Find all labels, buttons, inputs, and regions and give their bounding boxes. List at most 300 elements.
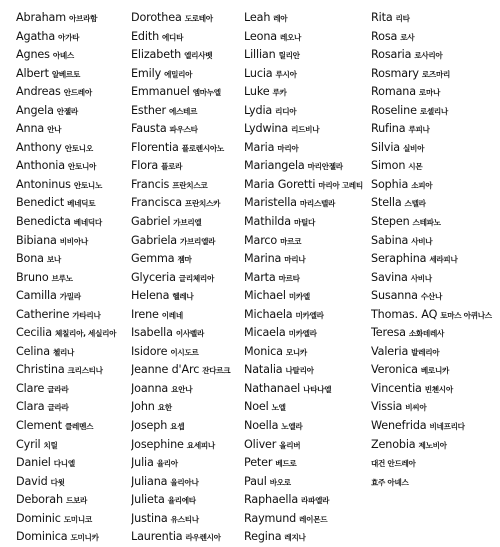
list-item bbox=[371, 28, 500, 47]
latin-name: Susanna bbox=[371, 289, 418, 303]
list-item bbox=[16, 491, 131, 510]
korean-name: 세라피나 bbox=[429, 255, 458, 265]
korean-name: 마리아 bbox=[277, 143, 299, 153]
korean-name: 첼리나 bbox=[52, 347, 75, 357]
list-item bbox=[371, 306, 500, 325]
korean-name: 요세피나 bbox=[186, 440, 215, 450]
list-item bbox=[371, 417, 500, 436]
list-item bbox=[371, 473, 500, 492]
korean-name: 바오로 bbox=[269, 477, 291, 487]
latin-name: Emmanuel bbox=[131, 85, 190, 99]
list-item bbox=[371, 380, 500, 399]
latin-name: Marta bbox=[244, 270, 276, 284]
latin-name: Lydwina bbox=[244, 122, 289, 136]
korean-name: 리타 bbox=[395, 14, 410, 23]
name-column-2 bbox=[131, 9, 244, 547]
list-item bbox=[131, 83, 244, 102]
list-item bbox=[16, 473, 131, 492]
latin-name: Sabina bbox=[371, 233, 409, 247]
list-item bbox=[244, 157, 371, 176]
latin-name: Marco bbox=[244, 233, 278, 247]
latin-name: Fausta bbox=[131, 122, 167, 136]
korean-name: 로즈마리 bbox=[421, 69, 451, 79]
latin-name: Clare bbox=[16, 381, 45, 395]
list-item bbox=[16, 139, 131, 158]
korean-name: 글라라 bbox=[47, 384, 69, 394]
korean-name: 요셉 bbox=[170, 422, 185, 432]
list-item bbox=[244, 417, 371, 436]
latin-name: Helena bbox=[131, 289, 170, 303]
latin-name: Michael bbox=[244, 289, 286, 303]
list-item bbox=[131, 46, 244, 65]
latin-name: Julia bbox=[131, 456, 154, 470]
korean-name: 시몬 bbox=[408, 162, 423, 172]
list-item bbox=[371, 65, 500, 84]
latin-name: Peter bbox=[244, 456, 273, 470]
korean-name: 미카엘라 bbox=[295, 310, 324, 320]
latin-name: Justina bbox=[131, 511, 168, 525]
latin-name: Raymund bbox=[244, 511, 297, 525]
korean-name: 클레멘스 bbox=[65, 422, 94, 432]
list-item bbox=[16, 102, 131, 121]
latin-name: Laurentia bbox=[131, 530, 183, 544]
latin-name: Lydia bbox=[244, 103, 273, 117]
list-item bbox=[16, 361, 131, 380]
list-item bbox=[16, 454, 131, 473]
korean-name: 유스티나 bbox=[170, 514, 199, 524]
list-item bbox=[371, 232, 500, 251]
korean-name: 플로렌시아노 bbox=[181, 143, 224, 153]
korean-name: 도로테아 bbox=[184, 14, 213, 23]
list-item bbox=[244, 454, 371, 473]
korean-name: 안토니노 bbox=[73, 180, 102, 190]
korean-name: 도미니카 bbox=[70, 533, 99, 543]
latin-name: Esther bbox=[131, 103, 166, 117]
korean-name: 안토니아 bbox=[67, 162, 97, 172]
latin-name: Florentia bbox=[131, 140, 179, 154]
list-item bbox=[16, 194, 131, 213]
list-item bbox=[371, 287, 500, 306]
latin-name: Savina bbox=[371, 270, 408, 284]
latin-name: Celina bbox=[16, 344, 50, 358]
korean-name: 베로니카 bbox=[420, 366, 450, 376]
korean-name: 마리안젤라 bbox=[307, 162, 343, 172]
latin-name: Benedict bbox=[16, 196, 65, 210]
list-item bbox=[244, 9, 371, 28]
list-item bbox=[16, 306, 131, 325]
korean-name: 마리아 고레티 bbox=[318, 180, 363, 190]
latin-name: Oliver bbox=[244, 437, 277, 451]
latin-name: Anthony bbox=[16, 140, 62, 154]
list-item bbox=[371, 9, 500, 28]
latin-name: Natalia bbox=[244, 363, 283, 377]
list-item bbox=[244, 510, 371, 529]
list-item bbox=[244, 380, 371, 399]
korean-name: 에밀리아 bbox=[164, 69, 193, 79]
korean-name: 올리버 bbox=[279, 440, 301, 450]
korean-name: 스텔라 bbox=[404, 199, 426, 209]
latin-name: Michaela bbox=[244, 307, 293, 321]
list-item bbox=[131, 65, 244, 84]
korean-name: 프란치스코 bbox=[172, 180, 208, 190]
list-item bbox=[16, 176, 131, 195]
latin-name: Lillian bbox=[244, 48, 276, 62]
latin-name: Jeanne d'Arc bbox=[131, 363, 200, 377]
latin-name: Dominica bbox=[16, 530, 68, 544]
list-item bbox=[16, 65, 131, 84]
list-item bbox=[371, 398, 500, 417]
latin-name: Rosmary bbox=[371, 66, 419, 80]
list-item bbox=[131, 361, 244, 380]
list-item bbox=[131, 417, 244, 436]
korean-name: 노엘 bbox=[271, 403, 286, 413]
latin-name: Bibiana bbox=[16, 233, 57, 247]
list-item bbox=[371, 454, 500, 473]
list-item bbox=[371, 250, 500, 269]
korean-name: 레이몬드 bbox=[299, 514, 328, 524]
list-item bbox=[131, 139, 244, 158]
korean-name: 리디아 bbox=[275, 106, 297, 116]
latin-name: Andreas bbox=[16, 85, 61, 99]
list-item bbox=[371, 343, 500, 362]
latin-name: Elizabeth bbox=[131, 48, 182, 62]
korean-name: 루시아 bbox=[275, 69, 297, 79]
list-item bbox=[244, 287, 371, 306]
latin-name: Francis bbox=[131, 177, 170, 191]
korean-name: 로셀리나 bbox=[419, 106, 448, 116]
list-item bbox=[244, 213, 371, 232]
korean-name: 라우렌시아 bbox=[185, 533, 221, 543]
list-item bbox=[131, 102, 244, 121]
korean-name: 아녜스 bbox=[52, 51, 74, 61]
list-item bbox=[244, 232, 371, 251]
list-item bbox=[131, 28, 244, 47]
list-item bbox=[244, 176, 371, 195]
korean-name: 토마스 아퀴나스 bbox=[440, 310, 492, 320]
korean-name: 발레리아 bbox=[411, 347, 440, 357]
korean-name: 이사벨라 bbox=[175, 329, 204, 339]
list-item bbox=[16, 436, 131, 455]
latin-name: Regina bbox=[244, 530, 282, 544]
list-item bbox=[131, 176, 244, 195]
latin-name: Rita bbox=[371, 11, 393, 24]
korean-name: 베드로 bbox=[275, 459, 297, 469]
list-item bbox=[371, 436, 500, 455]
korean-name: 가타리나 bbox=[72, 310, 101, 320]
list-item bbox=[16, 287, 131, 306]
list-item bbox=[371, 213, 500, 232]
latin-name: Bona bbox=[16, 252, 44, 266]
list-item bbox=[131, 324, 244, 343]
list-item bbox=[16, 157, 131, 176]
latin-name: Rosaria bbox=[371, 48, 412, 62]
korean-name: 사비나 bbox=[410, 273, 432, 283]
list-item bbox=[131, 473, 244, 492]
latin-name: Isabella bbox=[131, 326, 173, 340]
latin-name: Noella bbox=[244, 419, 279, 433]
list-item bbox=[131, 250, 244, 269]
latin-name: Dorothea bbox=[131, 11, 182, 24]
korean-name: 미카엘라 bbox=[288, 329, 317, 339]
korean-name: 다니엘 bbox=[53, 459, 75, 469]
latin-name: Camilla bbox=[16, 289, 57, 303]
korean-name: 루피나 bbox=[408, 125, 430, 135]
korean-name: 도미니코 bbox=[63, 514, 92, 524]
latin-name: Stepen bbox=[371, 215, 410, 229]
latin-name: Valeria bbox=[371, 344, 409, 358]
korean-name: 실비아 bbox=[403, 143, 425, 153]
list-item bbox=[131, 9, 244, 28]
latin-name: Francisca bbox=[131, 196, 182, 210]
list-item bbox=[16, 9, 131, 28]
list-item bbox=[371, 361, 500, 380]
latin-name: Cyril bbox=[16, 437, 41, 451]
list-item bbox=[131, 454, 244, 473]
korean-name: 요한 bbox=[157, 403, 172, 413]
korean-name: 가브리엘 bbox=[173, 218, 202, 228]
latin-name: Flora bbox=[131, 159, 159, 173]
korean-name: 대건 안드레아 bbox=[371, 459, 416, 469]
list-item bbox=[371, 139, 500, 158]
latin-name: Cecilia bbox=[16, 326, 52, 340]
list-item bbox=[16, 343, 131, 362]
list-item bbox=[131, 491, 244, 510]
latin-name: Abraham bbox=[16, 11, 67, 24]
list-item bbox=[16, 213, 131, 232]
list-item bbox=[131, 232, 244, 251]
latin-name: Monica bbox=[244, 344, 283, 358]
latin-name: Juliana bbox=[131, 474, 168, 488]
latin-name: Thomas. AQ bbox=[371, 307, 438, 321]
korean-name: 비씨아 bbox=[405, 403, 427, 413]
latin-name: Edith bbox=[131, 29, 160, 43]
korean-name: 프란치스카 bbox=[184, 199, 221, 209]
latin-name: Angela bbox=[16, 103, 54, 117]
list-item bbox=[244, 324, 371, 343]
list-item bbox=[244, 250, 371, 269]
list-item bbox=[131, 436, 244, 455]
korean-name: 리드비나 bbox=[291, 125, 320, 135]
korean-name: 안나 bbox=[47, 125, 62, 135]
korean-name: 보나 bbox=[46, 255, 61, 265]
list-item bbox=[244, 83, 371, 102]
korean-name: 율리에타 bbox=[167, 496, 196, 506]
latin-name: Sophia bbox=[371, 177, 409, 191]
latin-name: Daniel bbox=[16, 456, 51, 470]
latin-name: Julieta bbox=[131, 493, 165, 507]
latin-name: Gabriela bbox=[131, 233, 177, 247]
korean-name: 레지나 bbox=[284, 533, 306, 543]
latin-name: Agatha bbox=[16, 29, 56, 43]
korean-name: 베네딕토 bbox=[67, 199, 96, 209]
list-item bbox=[16, 232, 131, 251]
latin-name: Bruno bbox=[16, 270, 49, 284]
korean-name: 이시도르 bbox=[170, 347, 199, 357]
list-item bbox=[131, 380, 244, 399]
korean-name: 글라라 bbox=[47, 403, 69, 413]
latin-name: Gabriel bbox=[131, 215, 171, 229]
latin-name: Rosa bbox=[371, 29, 398, 43]
latin-name: Wenefrida bbox=[371, 419, 427, 433]
latin-name: Raphaella bbox=[244, 493, 299, 507]
latin-name: John bbox=[131, 400, 155, 414]
latin-name: Benedicta bbox=[16, 215, 71, 229]
list-item bbox=[371, 324, 500, 343]
korean-name: 브루노 bbox=[51, 273, 73, 283]
list-item bbox=[131, 343, 244, 362]
list-item bbox=[16, 417, 131, 436]
korean-name: 수산나 bbox=[420, 292, 442, 302]
latin-name: Joseph bbox=[131, 419, 168, 433]
korean-name: 드보라 bbox=[65, 496, 88, 506]
latin-name: Isidore bbox=[131, 344, 168, 358]
list-item bbox=[131, 306, 244, 325]
korean-name: 소화데레사 bbox=[408, 329, 445, 339]
list-item bbox=[244, 102, 371, 121]
list-item bbox=[244, 528, 371, 547]
latin-name: Dominic bbox=[16, 511, 61, 525]
latin-name: Agnes bbox=[16, 48, 50, 62]
list-item bbox=[131, 510, 244, 529]
list-item bbox=[16, 28, 131, 47]
korean-name: 알베르토 bbox=[51, 69, 80, 79]
list-item bbox=[16, 46, 131, 65]
korean-name: 마르코 bbox=[280, 236, 302, 246]
korean-name: 로사 bbox=[400, 32, 415, 42]
latin-name: Simon bbox=[371, 159, 406, 173]
list-item bbox=[244, 65, 371, 84]
korean-name: 비네프리다 bbox=[429, 422, 465, 432]
korean-name: 효주 아녜스 bbox=[371, 477, 409, 487]
korean-name: 엘리사벳 bbox=[184, 51, 213, 61]
list-item bbox=[244, 139, 371, 158]
latin-name: Stella bbox=[371, 196, 402, 210]
latin-name: Micaela bbox=[244, 326, 286, 340]
list-item bbox=[244, 194, 371, 213]
list-item bbox=[371, 120, 500, 139]
korean-name: 마리나 bbox=[284, 255, 306, 265]
latin-name: Maria bbox=[244, 140, 275, 154]
list-item bbox=[16, 250, 131, 269]
list-item bbox=[371, 157, 500, 176]
latin-name: Paul bbox=[244, 474, 267, 488]
latin-name: Noel bbox=[244, 400, 269, 414]
korean-name: 이레네 bbox=[161, 310, 183, 320]
list-item bbox=[16, 83, 131, 102]
latin-name: Mariangela bbox=[244, 159, 305, 173]
latin-name: Josephine bbox=[131, 437, 184, 451]
korean-name: 제노비아 bbox=[418, 440, 447, 450]
list-item bbox=[371, 269, 500, 288]
latin-name: Luke bbox=[244, 85, 270, 99]
name-column-4 bbox=[371, 9, 500, 547]
korean-name: 율리아나 bbox=[170, 477, 199, 487]
list-item bbox=[244, 28, 371, 47]
korean-name: 다윗 bbox=[50, 477, 65, 487]
korean-name: 안토니오 bbox=[64, 143, 93, 153]
latin-name: Roseline bbox=[371, 103, 417, 117]
korean-name: 에스테르 bbox=[168, 106, 198, 116]
list-item bbox=[16, 528, 131, 547]
korean-name: 마르타 bbox=[278, 273, 300, 283]
korean-name: 가밀라 bbox=[59, 292, 81, 302]
list-item bbox=[371, 194, 500, 213]
latin-name: Veronica bbox=[371, 363, 418, 377]
latin-name: Zenobia bbox=[371, 437, 416, 451]
korean-name: 로마나 bbox=[418, 88, 441, 98]
list-item bbox=[131, 287, 244, 306]
list-item bbox=[244, 269, 371, 288]
korean-name: 라파엘라 bbox=[301, 496, 330, 506]
korean-name: 아브라함 bbox=[69, 14, 98, 23]
korean-name: 루카 bbox=[272, 88, 287, 98]
korean-name: 빈첸시아 bbox=[424, 384, 453, 394]
latin-name: Nathanael bbox=[244, 381, 301, 395]
list-item bbox=[244, 473, 371, 492]
latin-name: Leona bbox=[244, 29, 277, 43]
latin-name: Rufina bbox=[371, 122, 406, 136]
korean-name: 엠마누엘 bbox=[192, 88, 221, 98]
latin-name: Christina bbox=[16, 363, 65, 377]
korean-name: 스테파노 bbox=[412, 218, 441, 228]
korean-name: 잔다르크 bbox=[202, 366, 231, 376]
korean-name: 치릴 bbox=[43, 440, 58, 450]
list-item bbox=[16, 324, 131, 343]
korean-name: 체칠리아, 세실리아 bbox=[54, 329, 117, 339]
name-column-3 bbox=[244, 9, 371, 547]
latin-name: Mathilda bbox=[244, 215, 291, 229]
latin-name: Lucia bbox=[244, 66, 273, 80]
korean-name: 아가타 bbox=[58, 32, 80, 42]
list-item bbox=[244, 361, 371, 380]
list-item bbox=[131, 120, 244, 139]
list-item bbox=[244, 343, 371, 362]
korean-name: 비비아나 bbox=[59, 236, 88, 246]
korean-name: 안젤라 bbox=[56, 106, 78, 116]
latin-name: Albert bbox=[16, 66, 49, 80]
list-item bbox=[16, 120, 131, 139]
latin-name: Maria Goretti bbox=[244, 177, 316, 191]
latin-name: Gemma bbox=[131, 252, 175, 266]
korean-name: 젬마 bbox=[177, 255, 192, 265]
latin-name: Clara bbox=[16, 400, 45, 414]
korean-name: 로사리아 bbox=[414, 51, 443, 61]
latin-name: Deborah bbox=[16, 493, 63, 507]
latin-name: Antoninus bbox=[16, 177, 71, 191]
latin-name: Clement bbox=[16, 419, 63, 433]
list-item bbox=[131, 398, 244, 417]
korean-name: 에디타 bbox=[162, 32, 184, 42]
list-item bbox=[131, 528, 244, 547]
list-item bbox=[16, 269, 131, 288]
korean-name: 마리스텔라 bbox=[299, 199, 336, 209]
latin-name: Anna bbox=[16, 122, 45, 136]
latin-name: Irene bbox=[131, 307, 159, 321]
korean-name: 율리아 bbox=[156, 459, 178, 469]
latin-name: Joanna bbox=[131, 381, 169, 395]
korean-name: 소피아 bbox=[411, 180, 433, 190]
korean-name: 글리체리아 bbox=[178, 273, 214, 283]
list-item bbox=[131, 269, 244, 288]
list-item bbox=[371, 102, 500, 121]
list-item bbox=[244, 398, 371, 417]
korean-name: 마틸다 bbox=[293, 218, 316, 228]
latin-name: Vincentia bbox=[371, 381, 422, 395]
korean-name: 릴리안 bbox=[278, 51, 300, 61]
list-item bbox=[244, 306, 371, 325]
latin-name: Glyceria bbox=[131, 270, 176, 284]
korean-name: 안드레아 bbox=[63, 88, 92, 98]
